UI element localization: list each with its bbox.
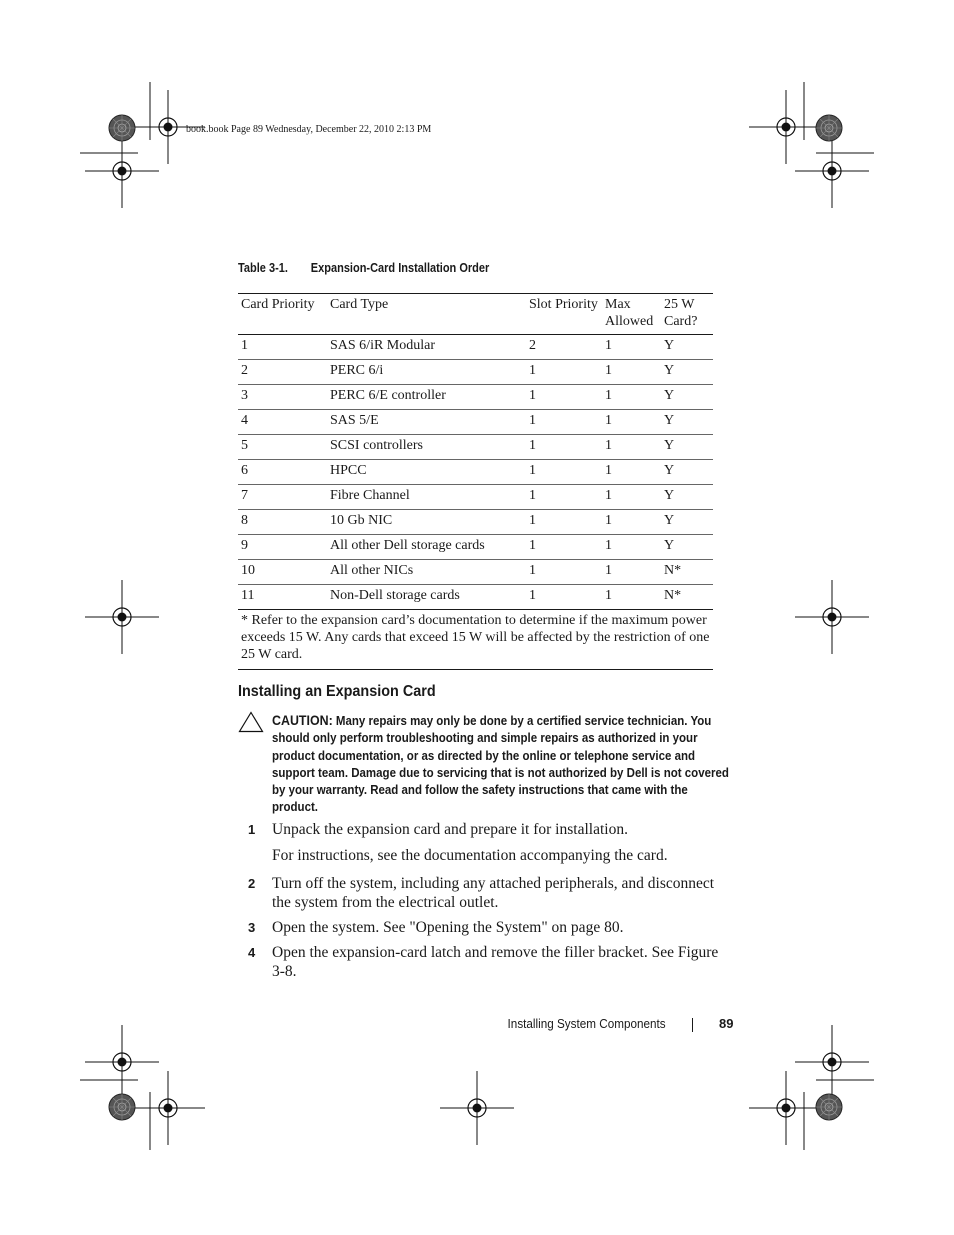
step-4 <box>248 943 728 981</box>
caution-triangle-icon <box>238 711 264 733</box>
cell-slot-priority: 1 <box>529 513 536 528</box>
cell-slot-priority: 1 <box>529 413 536 428</box>
cell-slot-priority: 1 <box>529 388 536 403</box>
cell-card-type: All other NICs <box>330 563 414 578</box>
step-number: 4 <box>248 945 256 960</box>
cell-card-priority: 1 <box>241 338 248 353</box>
cell-card-priority: 9 <box>241 538 248 553</box>
header-max-allowed: Max Allowed <box>605 297 654 329</box>
cell-max-allowed: 1 <box>605 388 612 403</box>
cell-max-allowed: 1 <box>605 488 612 503</box>
cell-card-type: SAS 6/iR Modular <box>330 338 436 353</box>
cell-25w-card: Y <box>664 388 675 403</box>
cell-slot-priority: 1 <box>529 588 536 603</box>
cell-card-type: PERC 6/i <box>330 363 384 378</box>
cell-slot-priority: 2 <box>529 338 536 353</box>
cell-max-allowed: 1 <box>605 588 612 603</box>
table-row <box>238 560 713 585</box>
cell-max-allowed: 1 <box>605 513 612 528</box>
cell-25w-card: N* <box>664 563 682 578</box>
cell-max-allowed: 1 <box>605 413 612 428</box>
cell-max-allowed: 1 <box>605 563 612 578</box>
table-row <box>238 360 713 385</box>
section-title: Installing an Expansion Card <box>238 683 436 700</box>
step-number: 2 <box>248 876 256 891</box>
footer-section-title: Installing System Components <box>507 1016 666 1031</box>
caution-notice <box>272 712 732 817</box>
cell-25w-card: Y <box>664 363 675 378</box>
step-2 <box>248 874 728 912</box>
cell-25w-card: Y <box>664 338 675 353</box>
cell-card-type: 10 Gb NIC <box>330 513 393 528</box>
step-text: Open the expansion-card latch and remove the filler bracket. See Figure 3-8. <box>272 944 719 980</box>
cell-max-allowed: 1 <box>605 463 612 478</box>
cell-25w-card: Y <box>664 538 675 553</box>
header-card-type: Card Type <box>330 297 389 312</box>
procedure-steps <box>248 820 728 987</box>
step-number: 3 <box>248 920 256 935</box>
cell-max-allowed: 1 <box>605 338 612 353</box>
cell-slot-priority: 1 <box>529 538 536 553</box>
step-number: 1 <box>248 822 256 837</box>
step-text: Unpack the expansion card and prepare it for installation. <box>272 821 628 838</box>
table-row <box>238 485 713 510</box>
cell-25w-card: Y <box>664 513 675 528</box>
cell-card-priority: 2 <box>241 363 248 378</box>
cell-25w-card: Y <box>664 438 675 453</box>
page-number: 89 <box>719 1016 734 1031</box>
cell-25w-card: N* <box>664 588 682 603</box>
step-subtext: For instructions, see the documentation accompanying the card. <box>272 847 668 864</box>
cell-slot-priority: 1 <box>529 563 536 578</box>
cell-card-priority: 7 <box>241 488 248 503</box>
cell-card-type: SAS 5/E <box>330 413 379 428</box>
header-25w-card: 25 W Card? <box>664 297 698 329</box>
table-row <box>238 585 713 610</box>
table-header-row <box>238 294 713 335</box>
table-footnote-row <box>238 610 713 670</box>
cell-slot-priority: 1 <box>529 463 536 478</box>
cell-card-type: All other Dell storage cards <box>330 538 485 553</box>
cell-card-priority: 5 <box>241 438 248 453</box>
header-card-priority: Card Priority <box>241 297 315 312</box>
cell-card-priority: 6 <box>241 463 248 478</box>
table-caption <box>238 261 489 275</box>
cell-slot-priority: 1 <box>529 438 536 453</box>
cell-card-priority: 8 <box>241 513 248 528</box>
cell-card-type: Non-Dell storage cards <box>330 588 460 603</box>
cell-card-type: SCSI controllers <box>330 438 423 453</box>
table-row <box>238 335 713 360</box>
table-row <box>238 410 713 435</box>
table-row <box>238 460 713 485</box>
cell-card-priority: 11 <box>241 588 255 603</box>
step-3 <box>248 918 728 937</box>
cell-card-priority: 10 <box>241 563 255 578</box>
print-stamp: book.book Page 89 Wednesday, December 22, 2010 2:13 PM <box>186 124 432 135</box>
cell-slot-priority: 1 <box>529 488 536 503</box>
cell-card-type: HPCC <box>330 463 367 478</box>
cell-slot-priority: 1 <box>529 363 536 378</box>
cell-card-priority: 4 <box>241 413 248 428</box>
expansion-card-table <box>238 293 713 670</box>
cell-card-type: Fibre Channel <box>330 488 410 503</box>
page-footer <box>0 1016 954 1036</box>
cell-25w-card: Y <box>664 463 675 478</box>
cell-card-type: PERC 6/E controller <box>330 388 446 403</box>
cell-card-priority: 3 <box>241 388 248 403</box>
cell-max-allowed: 1 <box>605 363 612 378</box>
cell-25w-card: Y <box>664 488 675 503</box>
table-row <box>238 535 713 560</box>
cell-max-allowed: 1 <box>605 438 612 453</box>
table-caption-number: Table 3-1. <box>238 261 288 275</box>
step-text: Open the system. See "Opening the System" on page 80. <box>272 919 624 936</box>
table-footnote: * Refer to the expansion card’s documentation to determine if the maximum power exceeds 15 W. Any cards that exceed 15 W will be affected by the restriction of one 25 W card. <box>241 613 710 662</box>
step-text: Turn off the system, including any attached peripherals, and disconnect the system from the electrical outlet. <box>272 875 715 911</box>
step-1 <box>248 820 728 865</box>
caution-label: CAUTION: <box>272 713 333 728</box>
header-slot-priority: Slot Priority <box>529 297 598 312</box>
table-row <box>238 385 713 410</box>
cell-25w-card: Y <box>664 413 675 428</box>
table-row <box>238 435 713 460</box>
table-caption-title: Expansion-Card Installation Order <box>310 261 490 275</box>
footer-divider <box>692 1018 693 1032</box>
table-row <box>238 510 713 535</box>
cell-max-allowed: 1 <box>605 538 612 553</box>
caution-text: Many repairs may only be done by a certified service technician. You should only perform troubleshooting and simple repairs as authorized in your product documentation, or as directed by the online or telephone service and support team. Damage due to servicing that is not authorized by Dell is not covered by your warranty. Read and follow the safety instructions that came with the product. <box>272 714 729 815</box>
